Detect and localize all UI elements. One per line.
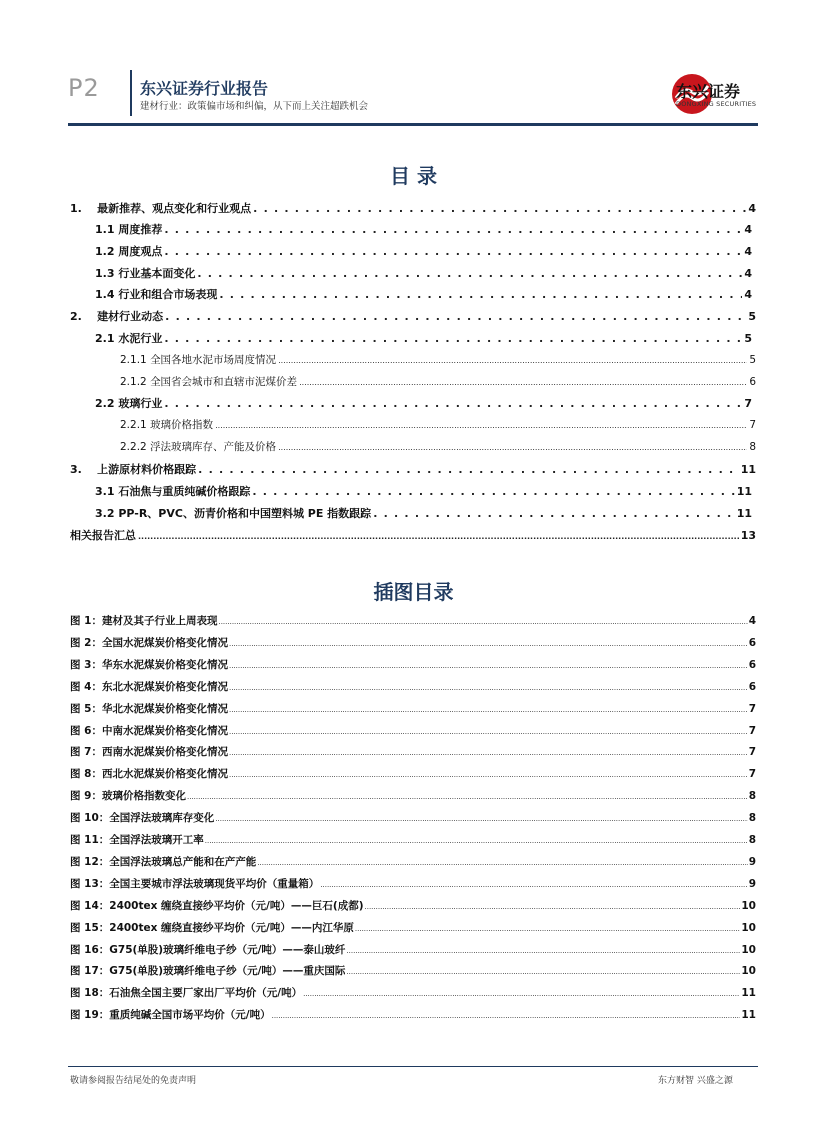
toc-item-label: 行业和组合市场表现 [118, 288, 218, 301]
figure-leader-dots [229, 681, 748, 693]
figure-list-item[interactable] [70, 701, 756, 715]
figure-list-item[interactable] [70, 635, 756, 649]
page-number: P2 [68, 74, 100, 102]
figure-list-item[interactable] [70, 723, 756, 737]
toc-item[interactable] [95, 483, 752, 497]
figure-leader-dots [218, 615, 747, 627]
toc-item-label: 水泥行业 [118, 332, 163, 345]
toc-leader-dots [197, 267, 742, 280]
figure-label: 图 8：西北水泥煤炭价格变化情况 [70, 768, 228, 781]
figure-page: 11 [741, 987, 756, 1000]
toc-title: 目 录 [390, 164, 437, 188]
toc-item[interactable] [120, 417, 756, 431]
toc-item-number: 2.2.2 [120, 441, 151, 453]
toc-item-page: 4 [744, 245, 752, 258]
toc-item-page: 4 [744, 223, 752, 236]
figure-label: 图 14：2400tex 缠绕直接纱平均价（元/吨）——巨石(成都) [70, 899, 364, 912]
toc-item-label: 最新推荐、观点变化和行业观点 [97, 202, 252, 215]
report-title: 东兴证券行业报告 [140, 79, 269, 98]
figure-leader-dots [346, 965, 740, 977]
figure-page: 10 [741, 921, 756, 934]
figure-leader-dots [229, 637, 748, 649]
figure-label: 图 4：东北水泥煤炭价格变化情况 [70, 680, 228, 693]
toc-item-number: 2.1 [95, 332, 119, 345]
toc-item-label: PP-R、PVC、沥青价格和中国塑料城 PE 指数跟踪 [118, 507, 372, 520]
figure-list-item[interactable] [70, 876, 756, 890]
toc-item-number: 1. [70, 202, 98, 215]
figure-list-item[interactable] [70, 985, 756, 999]
figure-leader-dots [257, 856, 747, 868]
toc-leader-dots [219, 288, 742, 301]
toc-item-label: 全国各地水泥市场周度情况 [150, 354, 277, 366]
figure-leader-dots [215, 812, 747, 824]
toc-item-number: 2.2.1 [120, 419, 151, 431]
figure-leader-dots [205, 834, 748, 846]
toc-item-label: 建材行业动态 [97, 310, 164, 323]
figure-label: 图 13：全国主要城市浮法玻璃现货平均价（重量箱） [70, 877, 320, 890]
figure-list-item[interactable] [70, 942, 756, 956]
figure-page: 6 [748, 636, 756, 649]
figure-list-item[interactable] [70, 854, 756, 868]
toc-item-number: 1.4 [95, 288, 119, 301]
toc-item-page: 5 [748, 310, 756, 323]
toc-item-page: 11 [740, 463, 756, 476]
logo-cn-text: 东兴证券 [676, 82, 741, 101]
toc-item-number: 3.1 [95, 485, 119, 498]
figure-list-item[interactable] [70, 613, 756, 627]
toc-item-label: 周度推荐 [118, 223, 163, 236]
figure-leader-dots [229, 659, 748, 671]
figure-label: 图 10：全国浮法玻璃库存变化 [70, 812, 215, 825]
toc-leader-dots [165, 310, 746, 323]
toc-item-label: 全国省会城市和直辖市泥煤价差 [150, 376, 298, 388]
figure-page: 6 [748, 658, 756, 671]
figure-list-item[interactable] [70, 920, 756, 934]
figure-label: 图 12：全国浮法玻璃总产能和在产产能 [70, 855, 257, 868]
toc-item[interactable] [95, 395, 752, 409]
header-separator [130, 70, 132, 116]
toc-leader-dots [198, 463, 739, 476]
toc-item-page: 8 [749, 441, 756, 453]
figure-page: 7 [748, 768, 756, 781]
figure-leader-dots [320, 878, 747, 890]
figure-label: 图 18：石油焦全国主要厂家出厂平均价（元/吨） [70, 987, 303, 1000]
figure-page: 8 [748, 790, 756, 803]
toc-leader-dots [138, 529, 739, 542]
toc-item[interactable] [95, 265, 752, 279]
figure-label: 图 7：西南水泥煤炭价格变化情况 [70, 746, 228, 759]
toc-item-number: 2.1.1 [120, 354, 151, 366]
figure-label: 图 5：华北水泥煤炭价格变化情况 [70, 702, 228, 715]
figure-page: 11 [741, 1009, 756, 1022]
figure-list-item[interactable] [70, 744, 756, 758]
toc-item-number: 1.2 [95, 245, 119, 258]
toc-leader-dots [164, 332, 742, 345]
figure-page: 8 [748, 834, 756, 846]
toc-item-label: 周度观点 [118, 245, 163, 258]
toc-item-page: 4 [744, 288, 752, 301]
toc-item-label: 相关报告汇总 [70, 529, 136, 542]
toc-item[interactable] [70, 527, 756, 541]
figure-label: 图 1：建材及其子行业上周表现 [70, 615, 218, 627]
toc-item-number: 1.1 [95, 223, 119, 236]
figure-list-item[interactable] [70, 679, 756, 693]
figure-label: 图 6：中南水泥煤炭价格变化情况 [70, 724, 228, 737]
figure-page: 9 [748, 855, 756, 868]
header-rule [68, 123, 758, 126]
figure-list-item[interactable] [70, 898, 756, 912]
figure-page: 10 [741, 899, 756, 912]
toc-item-page: 11 [736, 485, 752, 498]
figure-list-item[interactable] [70, 1007, 756, 1021]
toc-item-number: 3. [70, 463, 98, 476]
toc-item-page: 13 [740, 529, 756, 542]
figure-page: 7 [748, 746, 756, 759]
toc-item-number: 2.2 [95, 397, 119, 410]
toc-item-label: 上游原材料价格跟踪 [97, 463, 197, 476]
toc-item-page: 4 [744, 267, 752, 280]
toc-leader-dots [252, 485, 734, 498]
toc-item-page: 7 [744, 397, 752, 410]
figure-page: 7 [748, 724, 756, 737]
toc-item-number: 1.3 [95, 267, 119, 280]
figure-page: 8 [748, 812, 756, 825]
disclaimer-note: 敬请参阅报告结尾处的免责声明 [70, 1076, 197, 1086]
toc-item-page: 6 [749, 376, 756, 388]
toc-item[interactable] [120, 374, 756, 388]
figure-leader-dots [229, 746, 748, 758]
figure-label: 图 2：全国水泥煤炭价格变化情况 [70, 636, 228, 649]
toc-item-page: 11 [736, 507, 752, 520]
toc-leader-dots [373, 507, 735, 520]
figure-page: 6 [748, 680, 756, 693]
figure-leader-dots [229, 768, 748, 780]
report-subtitle: 建材行业：政策偏市场和纠偏，从下而上关注超跌机会 [140, 101, 369, 112]
toc-item-page: 4 [748, 202, 756, 215]
toc-leader-dots [215, 419, 747, 431]
toc-item[interactable] [95, 286, 752, 300]
figure-list-item[interactable] [70, 810, 756, 824]
figure-leader-dots [365, 900, 741, 912]
toc-item[interactable] [120, 439, 756, 453]
figure-leader-dots [346, 944, 740, 956]
toc-item-label: 玻璃行业 [118, 397, 163, 410]
toc-item-page: 7 [749, 419, 756, 431]
footer-rule [68, 1066, 758, 1067]
toc-item-number: 2. [70, 310, 98, 323]
figure-label: 图 3：华东水泥煤炭价格变化情况 [70, 658, 228, 671]
toc-item-page: 5 [744, 332, 752, 345]
toc-item[interactable] [95, 243, 752, 257]
logo-en-text: DONGXING SECURITIES [676, 100, 757, 108]
toc-item-label: 玻璃价格指数 [150, 419, 214, 431]
toc-leader-dots [164, 245, 742, 258]
figure-page: 10 [741, 965, 756, 978]
figure-page: 7 [748, 702, 756, 715]
footer-slogan: 东方财智 兴盛之源 [658, 1076, 733, 1086]
toc-item[interactable] [95, 330, 752, 344]
figure-page: 10 [741, 943, 756, 956]
figure-label: 图 15：2400tex 缠绕直接纱平均价（元/吨）——内江华原 [70, 921, 354, 934]
figure-leader-dots [187, 790, 748, 802]
toc-item[interactable] [120, 352, 756, 366]
figure-label: 图 19：重质纯碱全国市场平均价（元/吨） [70, 1009, 271, 1022]
toc-leader-dots [253, 202, 746, 215]
figure-leader-dots [229, 725, 748, 737]
figure-leader-dots [272, 1009, 741, 1021]
toc-leader-dots [278, 441, 747, 453]
figure-label: 图 11：全国浮法玻璃开工率 [70, 834, 204, 846]
figure-label: 图 17：G75(单股)玻璃纤维电子纱（元/吨）——重庆国际 [70, 965, 346, 978]
toc-item-number: 3.2 [95, 507, 119, 520]
figure-leader-dots [355, 922, 740, 934]
figure-list-item[interactable] [70, 657, 756, 671]
figure-list-item[interactable] [70, 788, 756, 802]
toc-leader-dots [164, 223, 742, 236]
figure-leader-dots [229, 703, 748, 715]
toc-item-label: 行业基本面变化 [118, 267, 196, 280]
toc-item-label: 石油焦与重质纯碱价格跟踪 [118, 485, 251, 498]
figures-title: 插图目录 [373, 580, 454, 604]
toc-item-page: 5 [749, 354, 756, 366]
toc-item[interactable] [95, 221, 752, 235]
figure-label: 图 16：G75(单股)玻璃纤维电子纱（元/吨）——泰山玻纤 [70, 943, 346, 956]
toc-item-label: 浮法玻璃库存、产能及价格 [150, 441, 277, 453]
figure-list-item[interactable] [70, 963, 756, 977]
figure-list-item[interactable] [70, 832, 756, 846]
toc-item[interactable] [70, 308, 756, 322]
toc-item[interactable] [95, 505, 752, 519]
figure-label: 图 9：玻璃价格指数变化 [70, 790, 186, 803]
figure-leader-dots [303, 987, 740, 999]
toc-leader-dots [278, 354, 747, 366]
figure-list-item[interactable] [70, 766, 756, 780]
toc-item-number: 2.1.2 [120, 376, 151, 388]
figure-page: 4 [748, 615, 756, 627]
toc-leader-dots [299, 376, 747, 388]
figure-page: 9 [748, 877, 756, 890]
toc-item[interactable] [70, 461, 756, 475]
toc-leader-dots [164, 397, 742, 410]
toc-item[interactable] [70, 200, 756, 214]
